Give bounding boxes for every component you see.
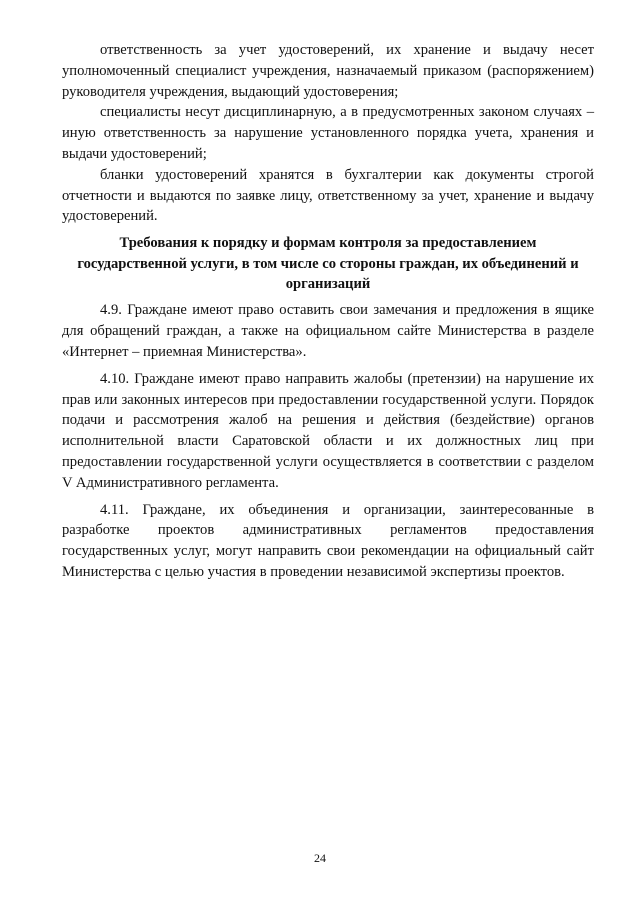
paragraph-4-10: 4.10. Граждане имеют право направить жалобы (претензии) на нарушение их прав или законных интересов при предоставлении государственной услуги. Порядок подачи и рассмотрения жалоб на решения и действия (бездействие) органов исполнительной власти Саратовской области и их должностных лиц при предоставлении государственной услуги осуществляется в соответствии с разделом V Административного регламента. bbox=[62, 370, 594, 491]
document-page bbox=[62, 40, 594, 583]
paragraph-responsibility-accounting: ответственность за учет удостоверений, их хранение и выдачу несет уполномоченный специалист учреждения, назначаемый приказом (распоряжением) руководителя учреждения, выдающий удостоверения; bbox=[62, 42, 594, 100]
paragraph-blank-storage: бланки удостоверений хранятся в бухгалтерии как документы строгой отчетности и выдаются по заявке лицу, ответственному за учет, хранение и выдачу удостоверений. bbox=[62, 166, 594, 225]
page-number: 24 bbox=[314, 851, 326, 865]
paragraph-disciplinary-responsibility: специалисты несут дисциплинарную, а в предусмотренных законом случаях – иную ответственность за нарушение установленного порядка учета, хранения и выдачи удостоверений; bbox=[62, 104, 594, 162]
paragraph-4-9: 4.9. Граждане имеют право оставить свои замечания и предложения в ящике для обращений граждан, а также на официальном сайте Министерства в разделе «Интернет – приемная Министерства». bbox=[62, 302, 594, 360]
section-heading: Требования к порядку и формам контроля за предоставлением государственной услуги, в том числе со стороны граждан, их объединений и организаций bbox=[77, 235, 579, 292]
paragraph-4-11: 4.11. Граждане, их объединения и организации, заинтересованные в разработке проектов административных регламентов предоставления государственных услуг, могут направить свои рекомендации на официальный сайт Министерства с целью участия в проведении независимой экспертизы проектов. bbox=[62, 501, 594, 580]
